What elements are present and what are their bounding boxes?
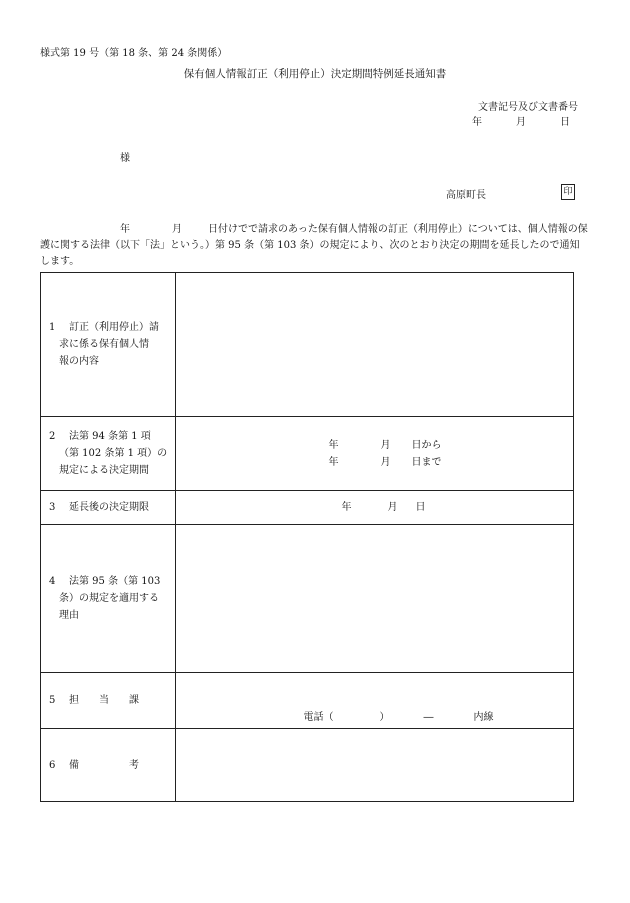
phone-dash: ―: [423, 712, 434, 723]
to-year: 年: [328, 456, 339, 468]
row-number: 5: [49, 695, 56, 706]
seal-mark: 印: [561, 184, 575, 200]
row-label-line: 求に係る保有個人情: [59, 339, 149, 350]
issue-day: 日: [560, 117, 570, 128]
row-label-line: 担 当 課: [69, 695, 139, 706]
issuer-name: 高原町長: [446, 190, 486, 201]
form-number: 様式第 19 号（第 18 条、第 24 条関係）: [40, 48, 228, 59]
row-label-line: 理由: [59, 610, 79, 621]
from-month: 月: [380, 439, 391, 451]
phone-label: 電話（: [303, 712, 334, 723]
row-label-line: 備 考: [69, 759, 139, 771]
issue-date: [472, 113, 570, 128]
row-label-line: 訂正（利用停止）請: [69, 322, 159, 333]
table-row: [41, 417, 574, 491]
row-label-line: 条）の規定を適用する: [59, 593, 159, 604]
issue-year: 年: [472, 117, 482, 128]
to-month: 月: [380, 456, 391, 468]
table-row: [41, 491, 574, 525]
row-3-value[interactable]: [176, 491, 574, 525]
from-day: 日から: [411, 439, 442, 451]
intro-year: 年: [120, 224, 130, 235]
row-label-line: 規定による決定期間: [59, 465, 149, 476]
table-row: [41, 273, 574, 417]
phone-close: ）: [379, 712, 390, 723]
document-reference: 文書記号及び文書番号: [478, 102, 578, 113]
to-day: 日まで: [411, 456, 442, 468]
issue-month: 月: [516, 117, 526, 128]
table-row: [41, 729, 574, 802]
deadline-year: 年: [341, 502, 352, 513]
row-1-value[interactable]: [176, 273, 574, 417]
row-label-line: 法第 94 条第 1 項: [69, 431, 151, 442]
row-5-value[interactable]: [176, 673, 574, 729]
row-4-label: [41, 525, 176, 673]
row-2-value[interactable]: [176, 417, 574, 491]
from-year: 年: [328, 439, 339, 451]
phone-extension: 内線: [473, 712, 494, 723]
document-title: 保有個人情報訂正（利用停止）決定期間特例延長通知書: [183, 68, 447, 80]
intro-paragraph: [40, 222, 588, 270]
table-row: [41, 673, 574, 729]
recipient-suffix: 様: [120, 153, 130, 164]
intro-text: 日付けでで請求のあった保有個人情報の訂正（利用停止）については、個人情報の保護に関する法律（以下「法」という。）第 95 条（第 103 条）の規定により、次のとおり決定の期間を延長したので通知します。: [40, 224, 588, 267]
row-label-line: 延長後の決定期限: [69, 502, 149, 513]
row-label-line: 法第 95 条（第 103: [69, 576, 161, 587]
row-4-value[interactable]: [176, 525, 574, 673]
deadline-day: 日: [415, 502, 426, 513]
row-number: 4: [49, 576, 56, 587]
row-5-label: [41, 673, 176, 729]
row-number: 2: [49, 431, 56, 442]
row-1-label: [41, 273, 176, 417]
row-label-line: 報の内容: [59, 356, 99, 367]
intro-month: 月: [172, 224, 182, 235]
row-number: 3: [49, 502, 56, 513]
row-3-label: [41, 491, 176, 525]
row-6-label: [41, 729, 176, 802]
table-row: [41, 525, 574, 673]
deadline-month: 月: [387, 502, 398, 513]
row-number: 1: [49, 322, 56, 333]
row-label-line: （第 102 条第 1 項）の: [59, 448, 168, 459]
form-table: [40, 272, 574, 802]
row-6-value[interactable]: [176, 729, 574, 802]
row-number: 6: [49, 759, 56, 771]
row-2-label: [41, 417, 176, 491]
